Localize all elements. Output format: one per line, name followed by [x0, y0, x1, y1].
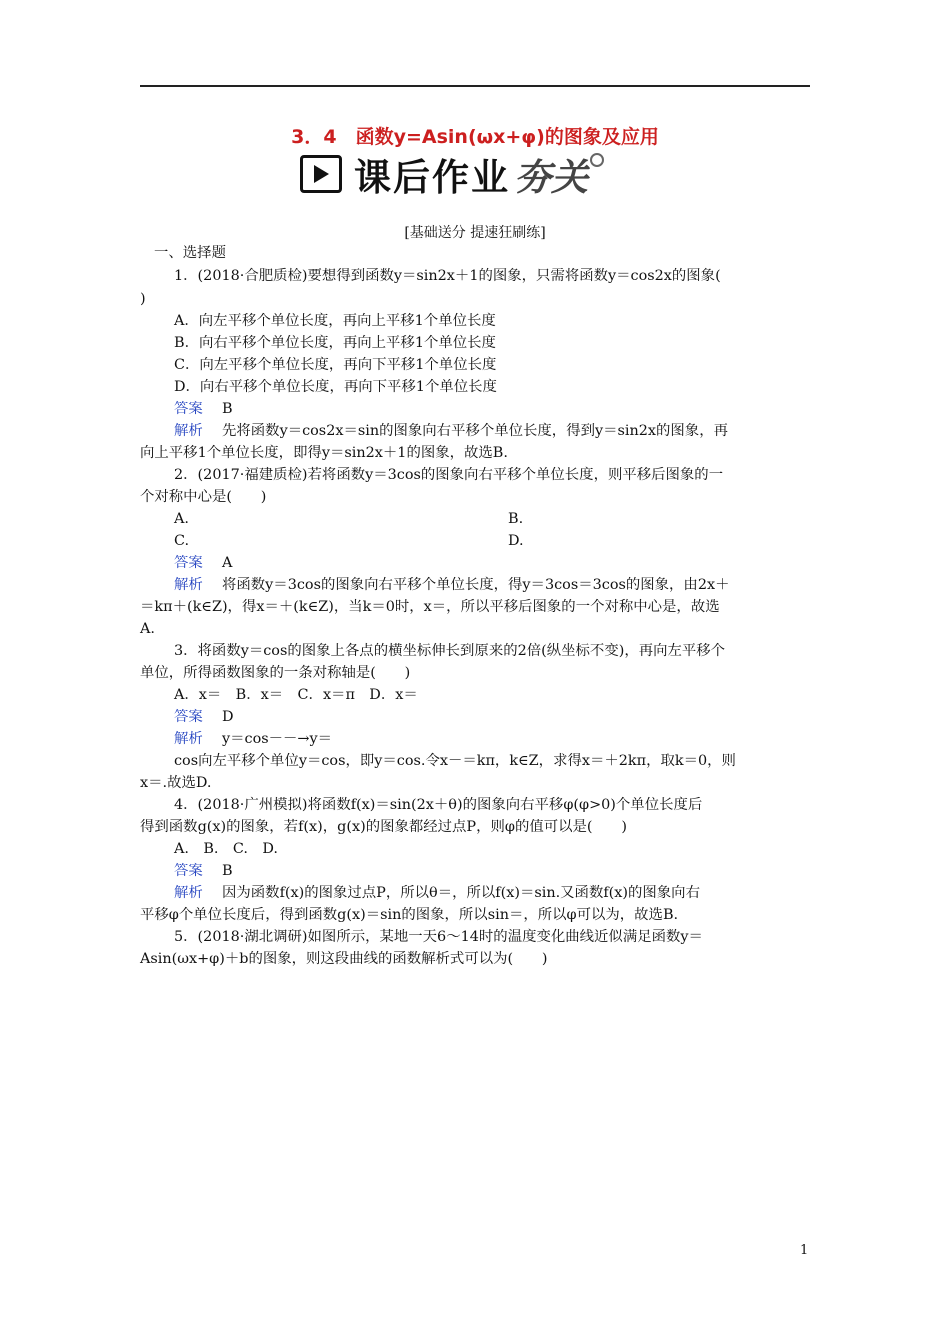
text-line: x＝.故选D. — [140, 775, 212, 791]
text-line: 将函数y＝3cos的图象向右平移个单位长度，得y＝3cos＝3cos的图象，由2x＋ — [222, 577, 730, 593]
text-line: C．向左平移个单位长度，再向下平移1个单位长度 — [174, 357, 497, 373]
text-line: A．x＝ B．x＝ C．x＝π D．x＝ — [174, 687, 418, 703]
answer-label: 解析 — [174, 731, 203, 747]
text-line: ) — [140, 291, 146, 307]
text-line: B. — [508, 511, 524, 527]
text-line: 3．将函数y＝cos的图象上各点的横坐标伸长到原来的2倍(纵坐标不变)，再向左平移个 — [174, 643, 726, 659]
text-line: A. — [140, 621, 155, 637]
text-line: 因为函数f(x)的图象过点P，所以θ＝，所以f(x)＝sin.又函数f(x)的图象向右 — [222, 885, 700, 901]
text-line: 向上平移1个单位长度，即得y＝sin2x＋1的图象，故选B. — [140, 445, 508, 461]
banner-text: 课后作业 — [354, 156, 510, 199]
text-line: cos向左平移个单位y＝cos，即y＝cos.令x－＝kπ，k∈Z，求得x＝＋2kπ，取k＝0，则 — [174, 753, 736, 769]
page-number: 1 — [800, 1243, 809, 1258]
section-banner — [300, 151, 598, 197]
logo-dot-icon — [590, 153, 604, 167]
text-line: A．向左平移个单位长度，再向上平移1个单位长度 — [174, 313, 496, 329]
banner-logo: 夯关 — [514, 156, 588, 199]
text-line: y＝cos－－→y＝ — [222, 731, 332, 747]
text-line: 得到函数g(x)的图象，若f(x)，g(x)的图象都经过点P，则φ的值可以是( ) — [140, 819, 627, 835]
answer-label: 答案 — [174, 401, 203, 417]
section-subtitle: [基础送分 提速狂刷练] — [404, 225, 546, 241]
answer-label: 答案 — [174, 555, 203, 571]
text-line: B — [222, 863, 233, 879]
text-line: Asin(ωx+φ)＋b的图象，则这段曲线的函数解析式可以为( ) — [140, 951, 548, 967]
text-line: 先将函数y＝cos2x＝sin的图象向右平移个单位长度，得到y＝sin2x的图象，再 — [222, 423, 728, 439]
text-line: D．向右平移个单位长度，再向下平移1个单位长度 — [174, 379, 497, 395]
text-line: B — [222, 401, 233, 417]
header-rule — [140, 85, 810, 87]
play-icon — [300, 155, 342, 193]
answer-label: 解析 — [174, 885, 203, 901]
text-line: A. B. C. D. — [174, 841, 278, 857]
text-line: D. — [508, 533, 524, 549]
text-line: D — [222, 709, 234, 725]
text-line: 一、选择题 — [154, 245, 226, 261]
answer-label: 解析 — [174, 577, 203, 593]
page-title: 3．4 函数y=Asin(ωx+φ)的图象及应用 — [291, 126, 659, 148]
text-line: 1．(2018·合肥质检)要想得到函数y＝sin2x＋1的图象，只需将函数y＝cos2x的图象( — [174, 268, 721, 284]
text-line: A — [222, 555, 233, 571]
text-line: 单位，所得函数图象的一条对称轴是( ) — [140, 665, 411, 681]
text-line: C. — [174, 533, 190, 549]
text-line: 个对称中心是( ) — [140, 489, 267, 505]
text-line: B．向右平移个单位长度，再向上平移1个单位长度 — [174, 335, 496, 351]
answer-label: 答案 — [174, 709, 203, 725]
text-line: 4．(2018·广州模拟)将函数f(x)＝sin(2x＋θ)的图象向右平移φ(φ>0)个单位长度后 — [174, 797, 703, 813]
answer-label: 答案 — [174, 863, 203, 879]
text-line: 2．(2017·福建质检)若将函数y＝3cos的图象向右平移个单位长度，则平移后图象的一 — [174, 467, 724, 483]
text-line: 5．(2018·湖北调研)如图所示，某地一天6～14时的温度变化曲线近似满足函数y＝ — [174, 929, 703, 945]
answer-label: 解析 — [174, 423, 203, 439]
text-line: 平移φ个单位长度后，得到函数g(x)＝sin的图象，所以sin＝，所以φ可以为，故选B. — [140, 907, 679, 923]
text-line: ＝kπ＋(k∈Z)，得x＝＋(k∈Z)，当k＝0时，x＝，所以平移后图象的一个对称中心是，故选 — [140, 599, 720, 615]
text-line: A. — [174, 511, 189, 527]
